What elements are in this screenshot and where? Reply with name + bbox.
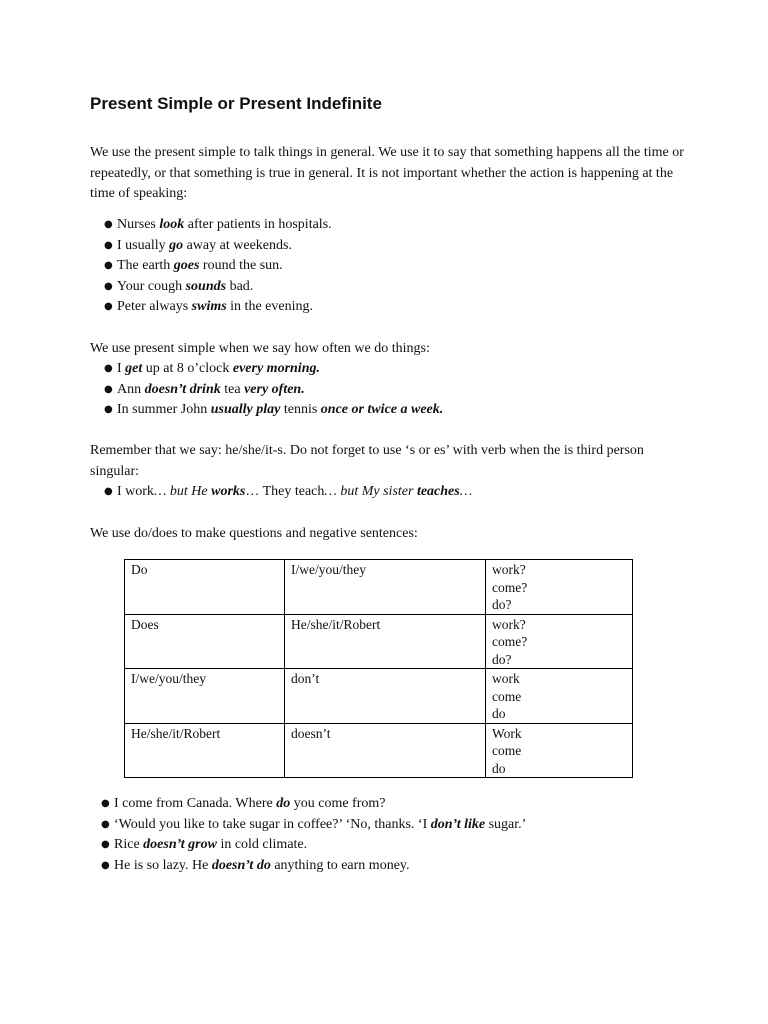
page-title: Present Simple or Present Indefinite xyxy=(90,94,382,113)
remember-paragraph: Remember that we say: he/she/it-s. Do not forget to use ‘s or es’ with verb when the is third person singular: xyxy=(90,443,644,479)
table-cell: He/she/it/Robert xyxy=(125,723,285,778)
bullet-icon: ● xyxy=(101,859,110,871)
table-cell: work? come? do? xyxy=(486,614,633,669)
bullet-icon: ● xyxy=(104,383,113,395)
table-intro-paragraph: We use do/does to make questions and negative sentences: xyxy=(90,526,418,541)
list-item: ● I get up at 8 o’clock every morning. xyxy=(104,359,443,380)
bullet-icon: ● xyxy=(104,260,113,271)
bullet-icon: ● xyxy=(104,239,113,251)
bullet-icon: ● xyxy=(104,219,113,230)
list-item: ● I work… but He works… They teach… but My sister teaches… xyxy=(104,482,472,503)
table-cell: Do xyxy=(125,560,285,615)
table-cell: work come do xyxy=(486,669,633,724)
example-list-how-often xyxy=(104,359,443,421)
table-cell: I/we/you/they xyxy=(285,560,486,615)
intro-paragraph: We use the present simple to talk things in general. We use it to say that something happens all the time or repeatedly, or that something is true in general. It is not important whether the action is happening at the time of speaking: xyxy=(90,145,684,201)
table-cell: Does xyxy=(125,614,285,669)
table-cell: He/she/it/Robert xyxy=(285,614,486,669)
table-row xyxy=(125,614,633,669)
bullet-icon: ● xyxy=(104,280,113,292)
example-list-do-does xyxy=(101,794,526,876)
bullet-icon: ● xyxy=(101,798,110,809)
bullet-icon: ● xyxy=(104,486,113,497)
table-row xyxy=(125,560,633,615)
bullet-icon: ● xyxy=(104,404,113,415)
list-item: ● In summer John usually play tennis once or twice a week. xyxy=(104,400,443,421)
example-list-general xyxy=(104,215,332,318)
list-item: ● I usually go away at weekends. xyxy=(104,236,332,257)
table-row xyxy=(125,669,633,724)
table-cell: don’t xyxy=(285,669,486,724)
list-item: ● The earth goes round the sun. xyxy=(104,256,332,277)
table-cell: Work come do xyxy=(486,723,633,778)
list-item: ● Nurses look after patients in hospitals. xyxy=(104,215,332,236)
how-often-paragraph: We use present simple when we say how often we do things: xyxy=(90,341,430,356)
list-item: ● ‘Would you like to take sugar in coffee?’ ‘No, thanks. ‘I don’t like sugar.’ xyxy=(101,815,526,836)
table-row xyxy=(125,723,633,778)
table-cell: work? come? do? xyxy=(486,560,633,615)
list-item: ● Peter always swims in the evening. xyxy=(104,297,332,318)
bullet-icon: ● xyxy=(101,818,110,830)
list-item: ● Your cough sounds bad. xyxy=(104,277,332,298)
list-item: ● I come from Canada. Where do you come from? xyxy=(101,794,526,815)
bullet-icon: ● xyxy=(104,301,113,312)
example-third-person xyxy=(104,482,472,503)
list-item: ● Ann doesn’t drink tea very often. xyxy=(104,380,443,401)
list-item: ● Rice doesn’t grow in cold climate. xyxy=(101,835,526,856)
do-does-table xyxy=(124,559,633,778)
table-cell: doesn’t xyxy=(285,723,486,778)
bullet-icon: ● xyxy=(101,839,110,850)
table-cell: I/we/you/they xyxy=(125,669,285,724)
bullet-icon: ● xyxy=(104,363,113,374)
list-item: ● He is so lazy. He doesn’t do anything to earn money. xyxy=(101,856,526,877)
